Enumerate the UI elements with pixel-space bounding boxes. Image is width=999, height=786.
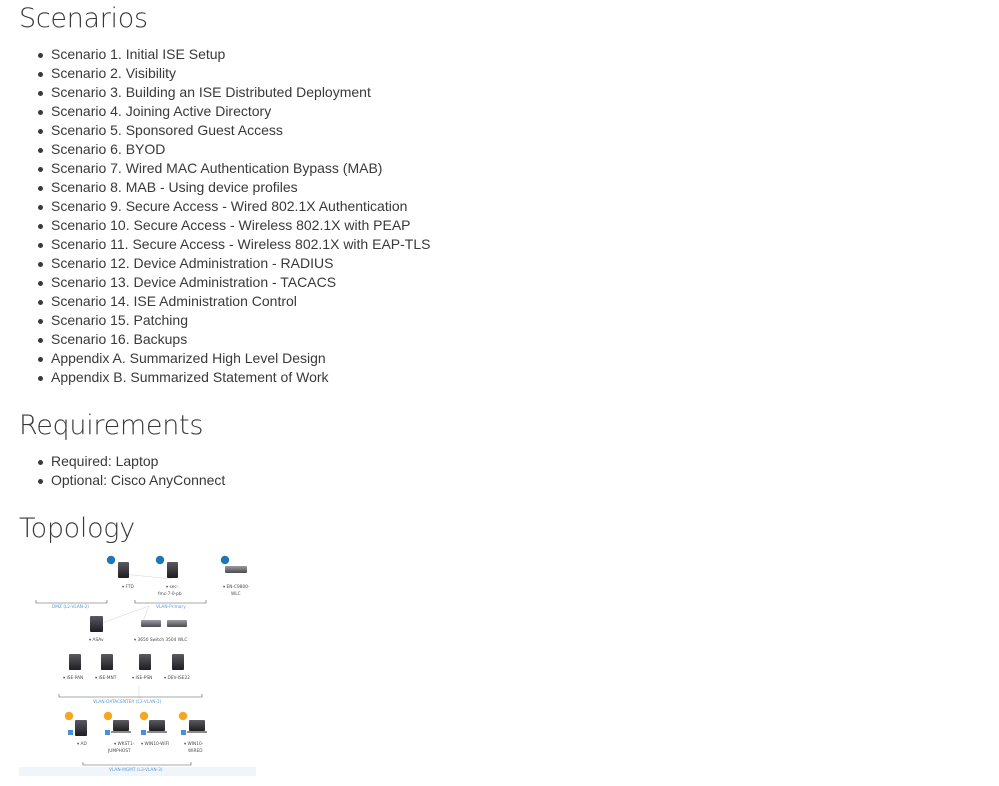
label-ise-mnt: ▾ ISE-MNT <box>95 676 117 681</box>
requirements-heading: Requirements <box>19 410 204 441</box>
label-vlan-datacenter: VLAN-DATACENTER (L2-VLAN-1) <box>93 700 162 705</box>
ise-mnt-server-icon <box>101 654 113 670</box>
label-ise-pan: ▾ ISE-PAN <box>63 676 84 681</box>
requirements-list <box>51 452 225 490</box>
label-ftd: ▾ FTD <box>122 585 134 590</box>
label-dev-ise: ▾ DEV-ISE22 <box>164 676 190 681</box>
ise-pan-server-icon <box>69 654 81 670</box>
list-item: Scenario 16. Backups <box>51 330 430 349</box>
list-item: Scenario 9. Secure Access - Wired 802.1X Authentication <box>51 197 430 216</box>
ise-psn-server-icon <box>139 654 151 670</box>
list-item: Scenario 4. Joining Active Directory <box>51 102 430 121</box>
label-wlc-cl-a: ▾ EN-C9800- <box>223 585 250 590</box>
list-item: Scenario 8. MAB - Using device profiles <box>51 178 430 197</box>
list-item: Scenario 3. Building an ISE Distributed Deployment <box>51 83 430 102</box>
topology-diagram <box>19 546 256 776</box>
wlc-icon <box>167 620 187 627</box>
label-win10-wifi: ▾ WIN10-WIFI <box>141 742 170 747</box>
label-vlan-primary: VLAN-Primary <box>156 605 186 610</box>
list-item: Scenario 10. Secure Access - Wireless 802.1X with PEAP <box>51 216 430 235</box>
label-ise-psn: ▾ ISE-PSN <box>132 676 153 681</box>
list-item: Scenario 2. Visibility <box>51 64 430 83</box>
scenario-list <box>51 45 430 387</box>
list-item: Scenario 12. Device Administration - RADIUS <box>51 254 430 273</box>
label-jumphost-b: JUMPHOST <box>108 749 131 754</box>
list-item: Scenario 14. ISE Administration Control <box>51 292 430 311</box>
list-item: Appendix A. Summarized High Level Design <box>51 349 430 368</box>
label-vlan-mgmt: VLAN-MGMT (L3-VLAN-3) <box>109 768 163 773</box>
label-wlc-cl-b: WLC <box>231 592 241 597</box>
label-switch-wlc: ▾ 3650 Switch 3504 WLC <box>134 638 188 643</box>
label-win10-wired-b: WIRED <box>188 749 203 754</box>
list-item: Scenario 1. Initial ISE Setup <box>51 45 430 64</box>
asav-icon <box>90 616 103 632</box>
list-item: Optional: Cisco AnyConnect <box>51 472 226 488</box>
list-item: Scenario 5. Sponsored Guest Access <box>51 121 430 140</box>
list-item: Scenario 15. Patching <box>51 311 430 330</box>
dev-ise-server-icon <box>172 654 184 670</box>
list-item: Scenario 13. Device Administration - TACACS <box>51 273 430 292</box>
list-item: Scenario 7. Wired MAC Authentication Bypass (MAB) <box>51 159 430 178</box>
label-win10-wired-a: ▾ WIN10- <box>184 742 204 747</box>
list-item: Appendix B. Summarized Statement of Work <box>51 368 430 387</box>
label-ad: ▾ AD <box>77 742 87 747</box>
label-jumphost-a: ▾ WKST1- <box>114 742 135 747</box>
list-item: Scenario 6. BYOD <box>51 140 430 159</box>
label-fmc-b: fmc-7-0-pb <box>158 592 182 597</box>
topology-heading: Topology <box>19 513 135 544</box>
label-fmc-a: ▾ sec- <box>166 585 179 590</box>
list-item: Scenario 11. Secure Access - Wireless 802.1X with EAP-TLS <box>51 236 431 252</box>
scenarios-heading: Scenarios <box>19 3 148 34</box>
label-vlan-dmz: DMZ (L2-VLAN-2) <box>52 605 89 610</box>
switch-icon <box>141 620 161 627</box>
label-asav: ▾ ASAv <box>89 638 104 643</box>
list-item: Required: Laptop <box>51 452 225 471</box>
